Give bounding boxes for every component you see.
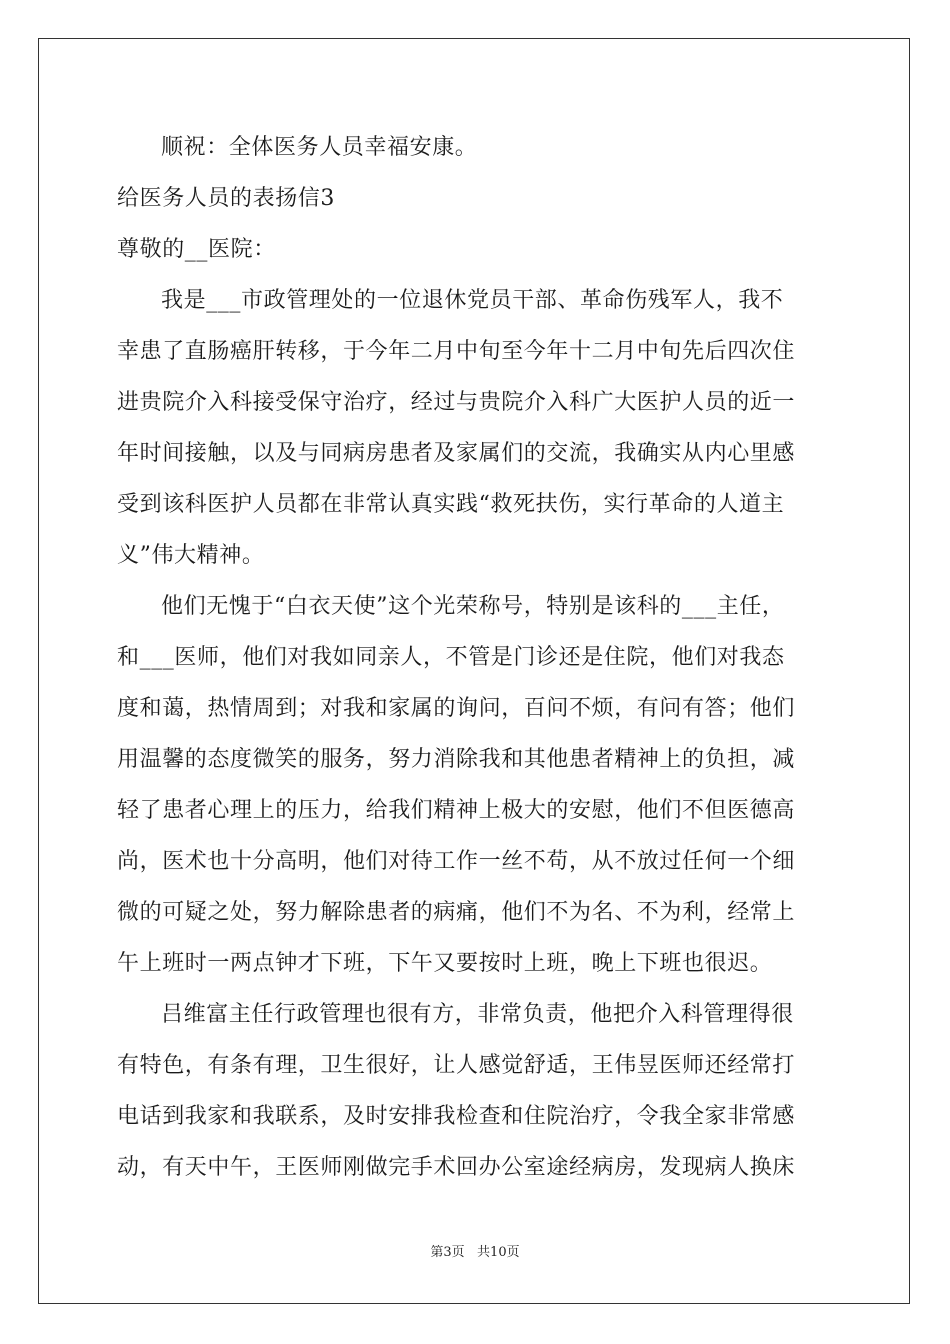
body-line: 有特色，有条有理，卫生很好，让人感觉舒适，王伟昱医师还经常打 (117, 1053, 796, 1078)
body-line: 度和蔼，热情周到；对我和家属的询问，百问不烦，有问有答；他们 (117, 696, 796, 721)
body-line: 午上班时一两点钟才下班，下午又要按时上班，晚上下班也很迟。 (117, 951, 773, 976)
body-line: 幸患了直肠癌肝转移，于今年二月中旬至今年十二月中旬先后四次住 (117, 339, 796, 364)
closing-wish: 顺祝：全体医务人员幸福安康。 (161, 135, 478, 160)
body-line: 电话到我家和我联系，及时安排我检查和住院治疗，令我全家非常感 (117, 1104, 796, 1129)
body-line: 用温馨的态度微笑的服务，努力消除我和其他患者精神上的负担，减 (117, 747, 796, 772)
body-line: 动，有天中午，王医师刚做完手术回办公室途经病房，发现病人换床 (117, 1155, 796, 1180)
page-number-footer: 第3页 共10页 (430, 1245, 520, 1260)
body-line: 微的可疑之处，努力解除患者的病痛，他们不为名、不为利，经常上 (117, 900, 796, 925)
body-line: 吕维富主任行政管理也很有方，非常负责，他把介入科管理得很 (161, 1002, 794, 1027)
body-line: 轻了患者心理上的压力，给我们精神上极大的安慰，他们不但医德高 (117, 798, 796, 823)
body-line: 受到该科医护人员都在非常认真实践“救死扶伤，实行革命的人道主 (117, 492, 785, 517)
body-line: 年时间接触，以及与同病房患者及家属们的交流，我确实从内心里感 (117, 441, 796, 466)
body-line: 尚，医术也十分高明，他们对待工作一丝不苟，从不放过任何一个细 (117, 849, 796, 874)
body-line: 进贵院介入科接受保守治疗，经过与贵院介入科广大医护人员的近一 (117, 390, 796, 415)
salutation: 尊敬的__医院： (117, 237, 276, 262)
body-line: 他们无愧于“白衣天使”这个光荣称号，特别是该科的___主任， (161, 594, 785, 619)
body-line: 我是___市政管理处的一位退休党员干部、革命伤残军人，我不 (161, 288, 784, 313)
body-line: 义”伟大精神。 (117, 543, 265, 568)
letter-title: 给医务人员的表扬信3 (117, 186, 335, 211)
body-line: 和___医师，他们对我如同亲人，不管是门诊还是住院，他们对我态 (117, 645, 785, 670)
